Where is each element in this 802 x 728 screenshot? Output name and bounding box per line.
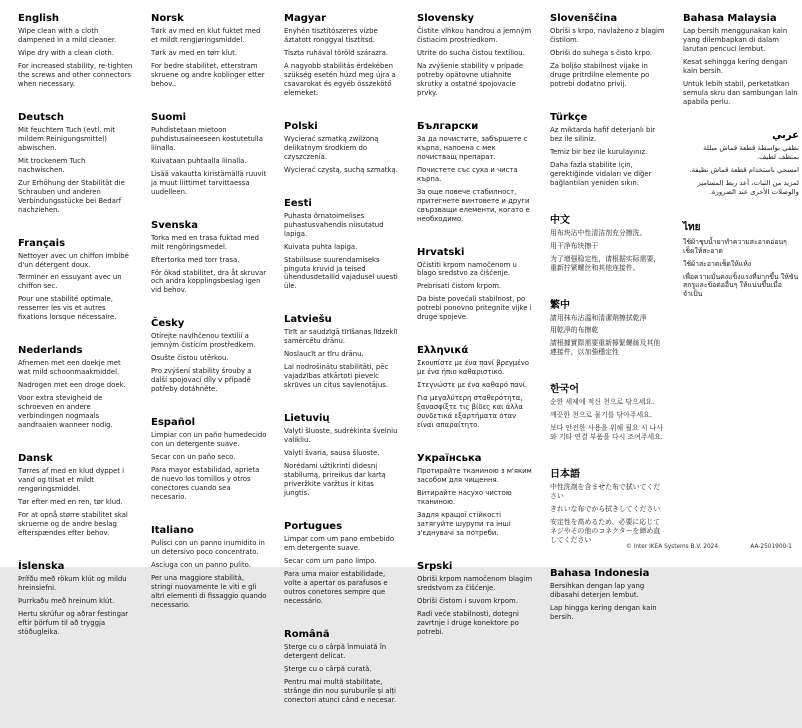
instruction-paragraph: За да почистите, забършете с кърпа, напоена с мек почистващ препарат. <box>417 134 528 161</box>
language-title-norsk: Norsk <box>151 13 184 24</box>
language-title-magyar: Magyar <box>284 13 327 24</box>
language-section-hangugeo <box>550 380 666 442</box>
language-title-francais: Français <box>18 237 66 249</box>
instruction-paragraph: لمزيد من الثبات، أعد ربط المسامير والوصلات الأخرى عند الضرورة. <box>697 178 799 196</box>
instruction-paragraph: Asciuga con un panno pulito. <box>151 560 251 569</box>
instruction-paragraph: Tīrīt ar saudzīgā tīrīšanas līdzeklī samērcētu drānu. <box>284 328 398 346</box>
instruction-paragraph: 보다 안전한 사용을 위해 필요 시 나사와 기타 연결 부품을 다시 조여주세요. <box>550 424 663 442</box>
language-section-espanol <box>151 417 267 502</box>
instruction-paragraph: 用干净布块擦干 <box>550 241 599 250</box>
instruction-paragraph: Lisää vakautta kiristämällä ruuvit ja muut liittimet tarvittaessa uudelleen. <box>151 169 267 196</box>
instruction-paragraph: Wipe dry with a clean cloth. <box>18 48 114 57</box>
instruction-paragraph: Valyti šluoste, sudrėkinta švelniu valikliu. <box>284 427 398 445</box>
instruction-paragraph: Valyti švaria, sausa šluoste. <box>284 449 380 458</box>
instruction-paragraph: Secar com um pano limpo. <box>284 556 377 565</box>
instruction-paragraph: Limpiar con un paño humedecido con un detergente suave. <box>151 431 267 449</box>
language-title-lietuviu: Lietuvių <box>284 413 330 425</box>
language-title-italiano: Italiano <box>151 525 194 536</box>
instruction-paragraph: Otírejte navlhčenou textilií a jemným čisticím prostředkem. <box>151 332 256 350</box>
instruction-paragraph: Per una maggiore stabilità, stringi nuovamente le viti e gli altri elementi di fissaggio quando necessario. <box>151 573 267 609</box>
instruction-paragraph: A nagyobb stabilitás érdekében szükség esetén húzd meg újra a csavarokat és egyéb összekötő elemeket. <box>284 61 396 97</box>
language-title-turkce: Türkçe <box>550 111 588 123</box>
instruction-paragraph: เพื่อความมั่นคงแข็งแรงที่มากขึ้น ให้ขันสกรูและข้อต่ออื่นๆ ให้แน่นขึ้นเมื่อจำเป็น <box>683 272 799 299</box>
instruction-paragraph: ใช้ผ้าชุบน้ำยาทำความสะอาดอ่อนๆ เช็ดให้สะอาด <box>683 237 787 255</box>
instruction-paragraph: Tør efter med en ren, tør klud. <box>18 498 123 506</box>
column-3 <box>284 13 400 728</box>
instruction-paragraph: Wycierać czystą, suchą szmatką. <box>284 165 398 174</box>
instruction-paragraph: Utrite do sucha čistou textíliou. <box>417 48 525 57</box>
language-section-deutsch <box>18 112 134 215</box>
instruction-paragraph: Untuk lebih stabil, perketatkan semula skru dan sambungan lain apabila perlu. <box>683 79 798 106</box>
language-section-zhongwen-traditional <box>550 296 666 358</box>
instruction-paragraph: За още повече стабилност, притегнете винтовете и други свързващи елементи, когато е необходимо. <box>417 187 530 223</box>
copyright-text: © Inter IKEA Systems B.V. 2024 <box>626 544 719 550</box>
instruction-paragraph: Obriši do suhega s čisto krpo. <box>550 48 653 57</box>
language-title-svenska: Svenska <box>151 219 198 231</box>
language-section-svenska <box>151 220 267 296</box>
instruction-paragraph: Þrífðu með rökum klút og mildu hreinsiefni. <box>18 574 127 592</box>
language-section-arabic <box>683 130 799 197</box>
language-section-bahasa-malaysia <box>683 13 799 107</box>
instruction-paragraph: Kesat sehingga kering dengan kain bersih. <box>683 57 788 75</box>
instruction-paragraph: Očistiti krpom namočenom u blago sredstvo za čišćenje. <box>417 260 517 278</box>
language-section-nihongo <box>550 465 666 545</box>
language-title-bahasa-indonesia: Bahasa Indonesia <box>550 568 650 580</box>
instruction-paragraph: Lai nodrošinātu stabilitāti, pēc vajadzības atkārtoti pievelc skrūves un citus savienotājus. <box>284 363 389 390</box>
instruction-paragraph: Pour une stabilité optimale, resserrer les vis et autres fixations lorsque nécessaire. <box>18 295 117 322</box>
instruction-paragraph: Afnemen met een doekje met wat mild schoonmaakmiddel. <box>18 359 121 377</box>
instruction-paragraph: Temiz bir bez ile kurulayınız. <box>550 147 648 156</box>
language-section-magyar <box>284 13 400 98</box>
language-title-latviesu: Latviešu <box>284 314 332 326</box>
instruction-paragraph: Zur Erhöhung der Stabilität die Schrauben und anderen Verbindungsstücke bei Bedarf nachziehen. <box>18 178 125 214</box>
instruction-paragraph: Osušte čistou utěrkou. <box>151 354 229 363</box>
language-title-ukrainska: Українська <box>417 453 482 465</box>
language-section-bulgarski <box>417 121 533 224</box>
language-title-bahasa-malaysia: Bahasa Malaysia <box>683 13 777 24</box>
instruction-paragraph: 用乾淨的布擦乾 <box>550 326 599 335</box>
instruction-paragraph: Čistite vlhkou handrou a jemným čistiacim prostriedkom. <box>417 27 532 44</box>
language-section-norsk <box>151 13 267 89</box>
language-title-nihongo: 日本語 <box>550 469 580 481</box>
language-section-latviesu <box>284 314 400 390</box>
language-title-arabic: عربي <box>772 129 799 141</box>
language-section-nederlands <box>18 345 134 430</box>
language-section-polski <box>284 121 400 175</box>
instruction-paragraph: Para uma maior estabilidade, volte a apertar os parafusos e outros conetores sempre que necessário. <box>284 569 388 605</box>
instruction-paragraph: Wycierać szmatką zwilżoną delikatnym środkiem do czyszczenia. <box>284 134 379 161</box>
instruction-paragraph: امسحي باستخدام قطعة قماش نظيفة. <box>689 165 799 174</box>
instruction-paragraph: Nadrogen met een droge doek. <box>18 381 126 390</box>
instruction-paragraph: Secar con un paño seco. <box>151 453 236 462</box>
instruction-paragraph: Bersihkan dengan lap yang dibasahi deterjen lembut. <box>550 582 645 600</box>
language-section-lietuviu <box>284 413 400 498</box>
language-title-hrvatski: Hrvatski <box>417 246 465 258</box>
instruction-paragraph: Stabiilsuse suurendamiseks pinguta kruvid ja teised ühendusdetailid vajadusel uuesti üle. <box>284 255 398 291</box>
language-section-ukrainska <box>417 453 533 538</box>
instruction-paragraph: For bedre stabilitet, etterstram skruene og andre koblinger etter behov.. <box>151 61 265 88</box>
language-title-ellinika: Ελληνικά <box>417 345 469 357</box>
instruction-paragraph: Noslaucīt ar tīru drānu. <box>284 350 364 359</box>
instruction-paragraph: Prebrisati čistom krpom. <box>417 282 502 291</box>
instruction-paragraph: Kuivataan puhtaalla liinalla. <box>151 156 247 165</box>
instruction-paragraph: 請用抹布沾溫和清潔劑擦拭乾淨 <box>550 313 647 322</box>
language-title-zhongwen-traditional: 繁中 <box>550 299 570 311</box>
instruction-paragraph: Eftertorka med torr trasa. <box>151 255 240 264</box>
instruction-paragraph: Tiszta ruhával töröld szárazra. <box>284 48 389 57</box>
column-5 <box>550 13 666 728</box>
language-section-slovenscina <box>550 13 666 89</box>
instruction-paragraph: 为了增强稳定性，请根据实际需要，重新拧紧螺丝和其他连接件。 <box>550 254 661 272</box>
instruction-paragraph: Tørk av med en tørr klut. <box>151 48 238 57</box>
column-1 <box>18 13 134 728</box>
instruction-paragraph: Az miktarda hafif deterjanlı bir bez ile siliniz. <box>550 125 656 143</box>
language-section-dansk <box>18 453 134 538</box>
instruction-paragraph: نظفي بواسطة قطعة قماش مبللة بمنظف لطيف. <box>703 143 799 161</box>
language-title-srpski: Srpski <box>417 560 453 572</box>
language-section-ellinika <box>417 345 533 430</box>
column-6 <box>683 13 799 728</box>
language-section-francais <box>18 238 134 323</box>
instruction-paragraph: Mit trockenem Tuch nachwischen. <box>18 156 86 174</box>
instruction-paragraph: Na zvýšenie stability v prípade potreby opätovne utiahnite skrutky a ostatné spojovacie prvky. <box>417 61 524 97</box>
language-title-nederlands: Nederlands <box>18 345 83 357</box>
column-2 <box>151 13 267 728</box>
instruction-paragraph: ใช้ผ้าสะอาดเช็ดให้แห้ง <box>683 259 752 268</box>
instruction-paragraph: Para mayor estabilidad, aprieta de nuevo los tornillos y otros conectores cuando sea necesario. <box>151 466 260 502</box>
instruction-paragraph: 用布块沾中性清洁剂充分擦洗。 <box>550 228 647 237</box>
language-title-polski: Polski <box>284 120 318 132</box>
instruction-paragraph: Στεγνώστε με ένα καθαρό πανί. <box>417 381 528 390</box>
instruction-paragraph: Задля кращої стійкості затягуйте шурупи та інші з'єднувачі за потреби. <box>417 510 511 537</box>
language-title-dansk: Dansk <box>18 453 53 465</box>
language-section-cesky <box>151 318 267 394</box>
instruction-paragraph: Mit feuchtem Tuch (evtl. mit mildem Reinigungsmittel) abwischen. <box>18 125 115 152</box>
instruction-paragraph: Voor extra stevigheid de schroeven en andere verbindingen nogmaals aandraaien wanneer nodig. <box>18 394 113 430</box>
instruction-paragraph: Enyhén tisztítószeres vízbe áztatott ronggyal tisztítsd. <box>284 27 378 44</box>
instruction-paragraph: Terminer en essuyant avec un chiffon sec. <box>18 273 122 291</box>
instruction-paragraph: Da biste povećali stabilnost, po potrebi ponovno pritegnite vijke i druge spojeve. <box>417 295 532 322</box>
instruction-paragraph: För ökad stabilitet, dra åt skruvar och andra kopplingsbeslag igen vid behov. <box>151 268 267 295</box>
language-section-portugues <box>284 521 400 606</box>
instruction-paragraph: Obriši s krpo, navlaženo z blagim čistilom. <box>550 27 665 44</box>
instruction-paragraph: Limpar com um pano embebido em detergente suave. <box>284 535 395 552</box>
language-section-suomi <box>151 112 267 197</box>
instruction-paragraph: For at opnå større stabilitet skal skruerne og de andre beslag efterspændes efter behov. <box>18 510 128 537</box>
language-title-hangugeo: 한국어 <box>550 384 579 396</box>
instruction-paragraph: Radi veće stabilnosti, dotegni zavrtnje i druge konektore po potrebi. <box>417 609 519 636</box>
instruction-paragraph: Torka med en trasa fuktad med milt rengöringsmedel. <box>151 233 260 251</box>
language-title-slovensky: Slovensky <box>417 13 475 24</box>
language-section-slovensky <box>417 13 533 98</box>
language-title-portugues: Portugues <box>284 521 343 532</box>
column-4 <box>417 13 533 728</box>
document-number: AA-2501900-1 <box>750 544 792 550</box>
footer <box>626 544 792 550</box>
language-title-thai: ไทย <box>683 221 701 233</box>
instruction-paragraph: Obriši krpom namočenom blagim sredstvom za čišćenje. <box>417 574 533 592</box>
instruction-paragraph: Puhasta õrnatoimelises puhastusvahendis niisutatud lapiga. <box>284 211 384 238</box>
instruction-paragraph: 請根據實際需要重新擰緊螺絲及其他連接件，以加強穩定性 <box>550 339 661 357</box>
instruction-paragraph: Nettoyer avec un chiffon imbibé d'un détergent doux. <box>18 251 129 269</box>
language-section-zhongwen-simplified <box>550 211 666 273</box>
language-title-islenska: Íslenska <box>18 560 65 572</box>
instruction-paragraph: Витирайте насухо чистою тканиною. <box>417 489 512 506</box>
instruction-paragraph: Za boljšo stabilnost vijake in druge pritrdilne elemente po potrebi dodatno privij. <box>550 61 650 88</box>
language-title-suomi: Suomi <box>151 111 187 123</box>
instruction-paragraph: For increased stability, re-tighten the screws and other connectors when necessary. <box>18 61 133 88</box>
language-section-turkce <box>550 112 666 188</box>
instruction-paragraph: Για μεγαλύτερη σταθερότητα, ξανασφίξτε τις βίδες και άλλα συνδετικά εξαρτήματα όταν είναι απαραίτητο. <box>417 394 523 430</box>
instruction-paragraph: Tørres af med en klud dyppet i vand og tilsat et mildt rengøringsmiddel. <box>18 467 125 494</box>
instruction-paragraph: Wipe clean with a cloth dampened in a mild cleaner. <box>18 27 117 44</box>
instruction-paragraph: Lap hingga kering dengan kain bersih. <box>550 604 657 621</box>
language-section-hrvatski <box>417 247 533 323</box>
language-section-romana <box>284 629 400 705</box>
instruction-paragraph: Kuivata puhta lapiga. <box>284 242 358 251</box>
language-section-bahasa-indonesia <box>550 568 666 622</box>
instruction-paragraph: Norėdami užtikrinti didesnį stabilumą, prireikus dar kartą priveržkite varžtus ir kitas jungtis. <box>284 462 386 498</box>
instruction-paragraph: 순한 세제에 적신 천으로 닦으세요. <box>550 398 655 407</box>
instruction-paragraph: Протирайте тканиною з м'яким засобом для чищення. <box>417 467 532 485</box>
language-title-deutsch: Deutsch <box>18 111 64 123</box>
instruction-paragraph: Obriši čistom i suvom krpom. <box>417 596 518 605</box>
instruction-paragraph: 깨끗한 천으로 물기를 닦아주세요. <box>550 411 652 420</box>
instruction-paragraph: きれいな布でから拭きしてください <box>550 505 661 514</box>
instruction-paragraph: Daha fazla stabilite için, gerektiğinde vidaları ve diğer bağlantıları yeniden sıkın. <box>550 160 652 187</box>
language-title-espanol: Español <box>151 417 196 429</box>
language-title-eesti: Eesti <box>284 197 312 209</box>
instruction-paragraph: Σκουπίστε με ένα πανί βρεγμένο με ένα ήπιο καθαριστικό. <box>417 359 529 377</box>
language-title-cesky: Česky <box>151 318 185 330</box>
language-section-srpski <box>417 561 533 637</box>
instruction-paragraph: 中性洗剤を含ませた布で拭いてください <box>550 483 661 501</box>
instruction-paragraph: Pro zvýšení stability šrouby a další spojovací díly v případě potřeby dotáhněte. <box>151 367 252 394</box>
instruction-paragraph: Hertu skrúfur og aðrar festingar eftir þörfum til að tryggja stöðugleika. <box>18 609 129 636</box>
language-section-thai <box>683 220 799 300</box>
instruction-paragraph: Puhdistetaan mietoon puhdistusaineeseen kostutetulla liinalla. <box>151 125 263 152</box>
instruction-paragraph: Șterge cu o cârpă curată. <box>284 664 372 673</box>
language-title-romana: Română <box>284 628 330 640</box>
instruction-paragraph: Șterge cu o cârpă înmuiată în detergent delicat. <box>284 642 387 660</box>
instruction-paragraph: Þurrkaðu með hreinum klút. <box>18 596 115 605</box>
instruction-paragraph: Почистете със суха и чиста кърпа. <box>417 165 518 183</box>
language-title-english: English <box>18 13 60 24</box>
instruction-paragraph: Pentru mai multă stabilitate, strânge din nou șuruburile și alți conectori atunci când e necesar. <box>284 677 397 704</box>
language-title-slovenscina: Slovenščina <box>550 13 618 24</box>
language-section-english <box>18 13 134 89</box>
instruction-paragraph: Lap bersih menggunakan kain yang dilembapkan di dalam larutan pencuci lembut. <box>683 27 788 53</box>
instruction-paragraph: 安定性を高めるため、必要に応じてネジやその他のコネクターを締め直してください <box>550 518 661 545</box>
instruction-paragraph: Pulisci con un panno inumidito in un detersivo poco concentrato. <box>151 539 265 556</box>
language-section-italiano <box>151 525 267 610</box>
language-title-bulgarski: Български <box>417 120 479 132</box>
instruction-paragraph: Tørk av med en klut fuktet med et mildt rengjøringsmiddel. <box>151 27 261 44</box>
language-title-zhongwen-simplified: 中文 <box>550 214 570 226</box>
language-section-eesti <box>284 198 400 292</box>
language-section-islenska <box>18 561 134 637</box>
